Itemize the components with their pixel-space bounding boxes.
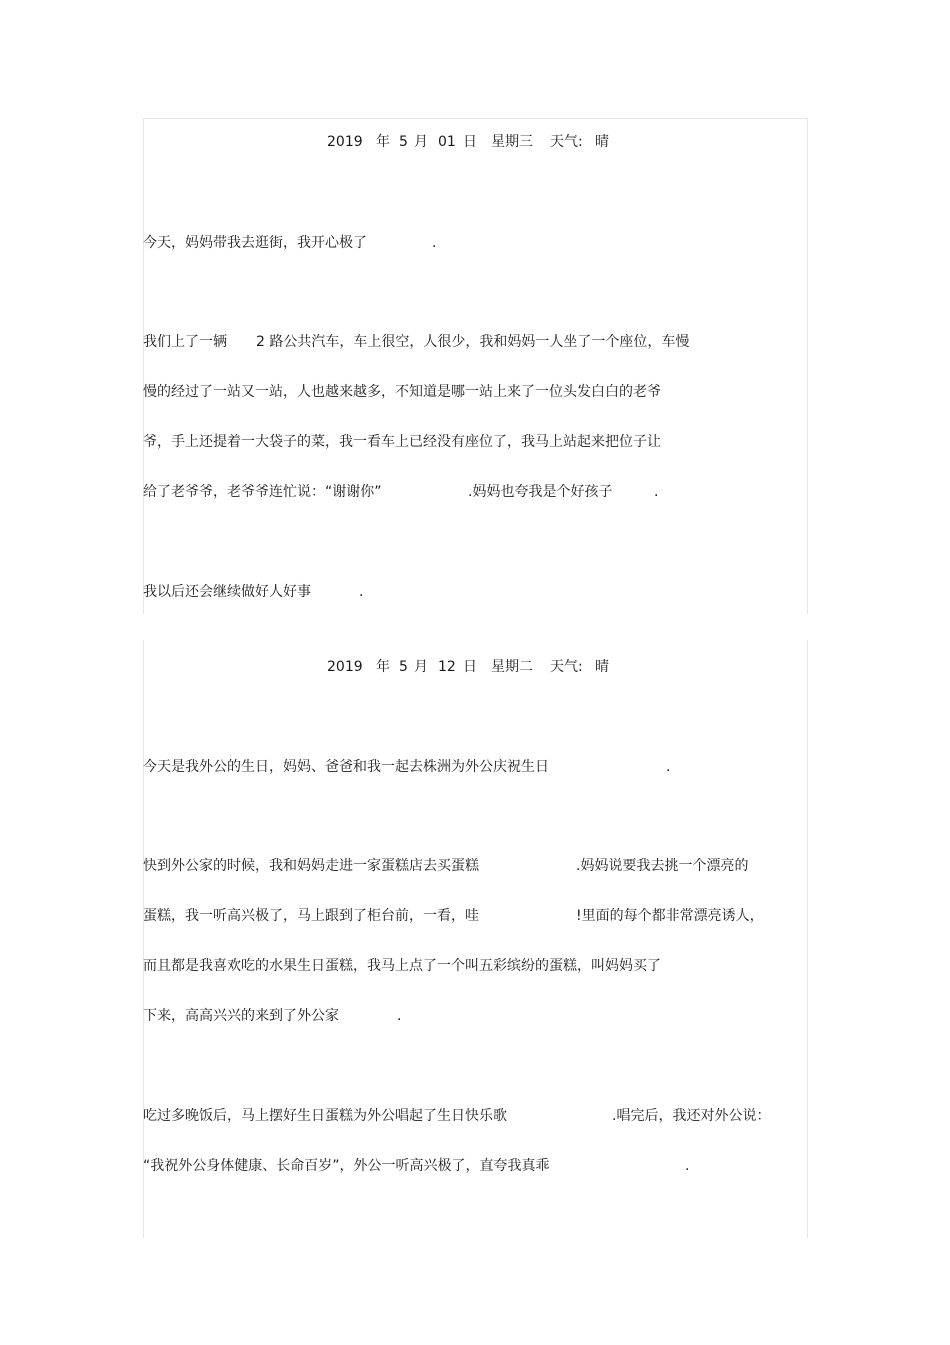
entry-1-paragraph-1: 今天，妈妈带我去逛街，我开心极了 [143, 235, 367, 251]
weather: 晴 [595, 659, 609, 675]
year-unit: 年 [376, 659, 390, 675]
period: . [666, 759, 671, 775]
day-unit: 日 [463, 659, 477, 675]
month: 5 [399, 659, 408, 675]
year-unit: 年 [376, 134, 390, 150]
entry-2-p2-line-2b: !里面的每个都非常漂亮诱人， [576, 908, 764, 924]
diary-entry-1 [143, 118, 808, 614]
period: . [685, 1158, 690, 1174]
entry-2-p2-line-2a: 蛋糕，我一听高兴极了，马上跟到了柜台前，一看，哇 [143, 908, 479, 924]
entry-2-p2-line-3: 而且都是我喜欢吃的水果生日蛋糕，我马上点了一个叫五彩缤纷的蛋糕，叫妈妈买了 [143, 958, 661, 974]
entry-2-p2-line-4: 下来，高高兴兴的来到了外公家 [143, 1008, 339, 1024]
entry-1-p2-line-4a: 给了老爷爷，老爷爷连忙说：“谢谢你” [143, 484, 382, 500]
day-unit: 日 [463, 134, 477, 150]
day: 01 [438, 134, 456, 150]
entry-1-p2-line-3: 爷，手上还提着一大袋子的菜，我一看车上已经没有座位了，我马上站起来把位子让 [143, 434, 661, 450]
weekday: 星期三 [491, 134, 533, 150]
month: 5 [399, 134, 408, 150]
entry-1-p2-line-1b: 2 路公共汽车，车上很空，人很少，我和妈妈一人坐了一个座位，车慢 [256, 334, 690, 350]
entry-1-p2-line-2: 慢的经过了一站又一站，人也越来越多，不知道是哪一站上来了一位头发白白的老爷 [143, 384, 661, 400]
entry-2-paragraph-1: 今天是我外公的生日，妈妈、爸爸和我一起去株洲为外公庆祝生日 [143, 759, 549, 775]
entry-1-p2-line-1a: 我们上了一辆 [143, 334, 227, 350]
entry-1-p2-line-4b: .妈妈也夸我是个好孩子 [468, 484, 613, 500]
year: 2019 [327, 134, 363, 150]
day: 12 [438, 659, 456, 675]
period: . [432, 235, 437, 251]
weather-label: 天气: [550, 659, 583, 675]
entry-2-p3-line-2: “我祝外公身体健康、长命百岁”，外公一听高兴极了，直夸我真乖 [143, 1158, 550, 1174]
diary-entry-2 [143, 640, 808, 1238]
weather: 晴 [595, 134, 609, 150]
weekday: 星期二 [491, 659, 533, 675]
weather-label: 天气: [550, 134, 583, 150]
period: . [654, 484, 659, 500]
entry-2-p2-line-1b: .妈妈说要我去挑一个漂亮的 [576, 858, 749, 874]
period: . [397, 1008, 402, 1024]
month-unit: 月 [414, 134, 428, 150]
entry-2-p2-line-1a: 快到外公家的时候，我和妈妈走进一家蛋糕店去买蛋糕 [143, 858, 479, 874]
year: 2019 [327, 659, 363, 675]
entry-1-paragraph-3: 我以后还会继续做好人好事 [143, 584, 311, 600]
period: . [359, 584, 364, 600]
entry-2-p3-line-1b: .唱完后，我还对外公说： [612, 1108, 771, 1124]
entry-2-p3-line-1a: 吃过多晚饭后，马上摆好生日蛋糕为外公唱起了生日快乐歌 [143, 1108, 507, 1124]
month-unit: 月 [414, 659, 428, 675]
